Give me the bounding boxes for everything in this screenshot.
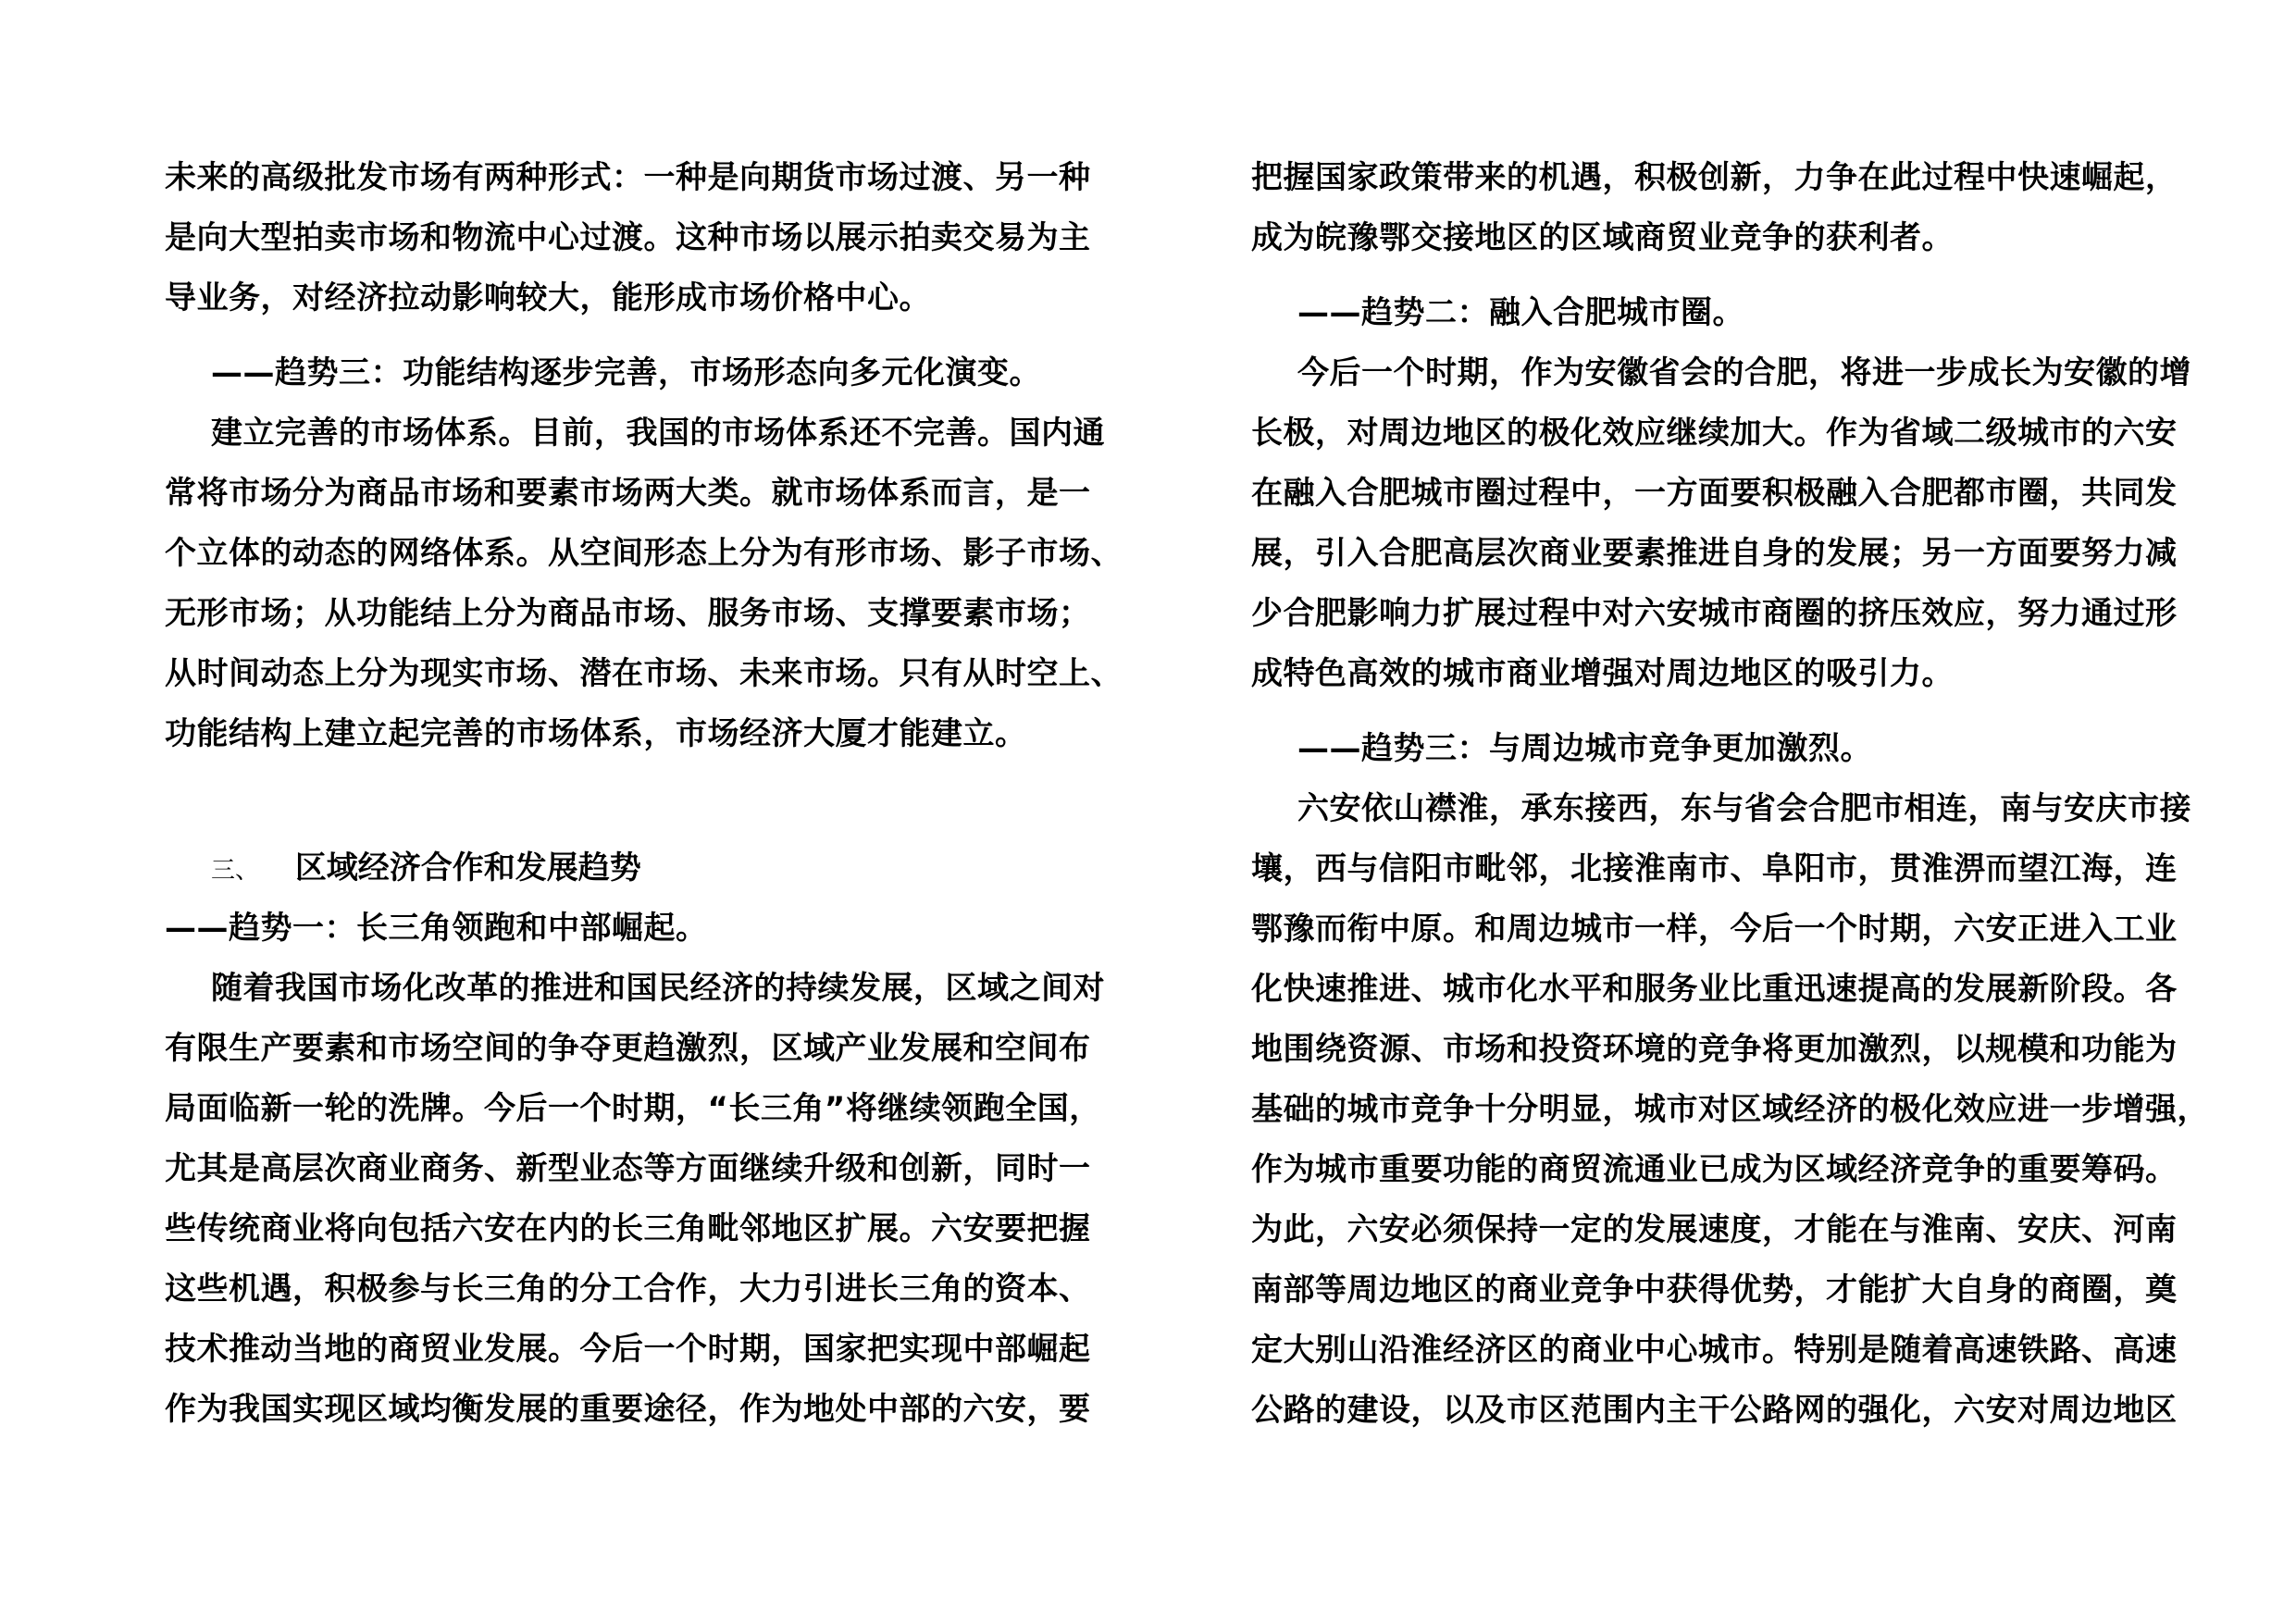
text-line: 成为皖豫鄂交接地区的区域商贸业竞争的获利者。 <box>1251 219 1954 256</box>
paragraph-market-system <box>165 403 1123 764</box>
text-line: 六安依山襟淮，承东接西，东与省会合肥市相连，南与安庆市接 <box>1297 790 2191 827</box>
text-line: 作为我国实现区域均衡发展的重要途径，作为地处中部的六安，要 <box>165 1391 1091 1428</box>
text-line: 定大别山沿淮经济区的商业中心城市。特别是随着高速铁路、高速 <box>1251 1332 2178 1369</box>
text-line: 些传统商业将向包括六安在内的长三角毗邻地区扩展。六安要把握 <box>165 1210 1091 1247</box>
text-line: 是向大型拍卖市场和物流中心过渡。这种市场以展示拍卖交易为主 <box>165 219 1091 256</box>
right-column <box>1251 148 2209 1441</box>
text-line: 从时间动态上分为现实市场、潜在市场、未来市场。只有从时空上、 <box>165 655 1123 692</box>
trend-three-heading: ——趋势三：功能结构逐步完善，市场形态向多元化演变。 <box>211 354 1041 391</box>
text-line: 壤，西与信阳市毗邻，北接淮南市、阜阳市，贯淮淠而望江海，连 <box>1251 850 2178 887</box>
text-line: 这些机遇，积极参与长三角的分工合作，大力引进长三角的资本、 <box>165 1271 1091 1308</box>
text-line: 建立完善的市场体系。目前，我国的市场体系还不完善。国内通 <box>211 415 1105 452</box>
text-line: 功能结构上建立起完善的市场体系，市场经济大厦才能建立。 <box>165 715 1027 752</box>
text-line: 常将市场分为商品市场和要素市场两大类。就市场体系而言，是一 <box>165 475 1091 512</box>
text-line: 技术推动当地的商贸业发展。今后一个时期，国家把实现中部崛起 <box>165 1331 1091 1368</box>
text-line: 基础的城市竞争十分明显，城市对区域经济的极化效应进一步增强， <box>1251 1091 2209 1128</box>
trend-two-heading: ——趋势二：融入合肥城市圈。 <box>1297 294 1744 331</box>
paragraph-wholesale-forms <box>165 148 1091 329</box>
text-line: 化快速推进、城市化水平和服务业比重迅速提高的发展新阶段。各 <box>1251 971 2178 1008</box>
text-line: 为此，六安必须保持一定的发展速度，才能在与淮南、安庆、河南 <box>1251 1211 2178 1248</box>
text-line: 个立体的动态的网络体系。从空间形态上分为有形市场、影子市场、 <box>165 535 1123 572</box>
text-line: 把握国家政策带来的机遇，积极创新，力争在此过程中快速崛起， <box>1251 159 2178 196</box>
text-line: 有限生产要素和市场空间的争夺更趋激烈，区域产业发展和空间布 <box>165 1030 1091 1067</box>
text-line: 无形市场；从功能结上分为商品市场、服务市场、支撑要素市场； <box>165 595 1091 632</box>
text-line: 未来的高级批发市场有两种形式：一种是向期货市场过渡、另一种 <box>165 159 1091 196</box>
text-line: 今后一个时期，作为安徽省会的合肥，将进一步成长为安徽的增 <box>1297 354 2191 391</box>
trend-one-heading: ——趋势一：长三角领跑和中部崛起。 <box>165 910 708 947</box>
text-line: 鄂豫而衔中原。和周边城市一样，今后一个时期，六安正进入工业 <box>1251 911 2178 948</box>
text-line: 在融入合肥城市圈过程中，一方面要积极融入合肥都市圈，共同发 <box>1251 475 2178 512</box>
text-line: 局面临新一轮的洗牌。今后一个时期，“长三角”将继续领跑全国， <box>165 1090 1101 1127</box>
text-line: 展，引入合肥高层次商业要素推进自身的发展；另一方面要努力减 <box>1251 535 2178 572</box>
text-line: 随着我国市场化改革的推进和国民经济的持续发展，区域之间对 <box>211 970 1105 1007</box>
text-line: 长极，对周边地区的极化效应继续加大。作为省域二级城市的六安 <box>1251 415 2178 452</box>
section-heading <box>165 838 1076 899</box>
left-column <box>165 148 1123 1440</box>
section-title: 区域经济合作和发展趋势 <box>294 849 641 886</box>
text-line: 南部等周边地区的商业竞争中获得优势，才能扩大自身的商圈，奠 <box>1251 1271 2178 1308</box>
text-line: 地围绕资源、市场和投资环境的竞争将更加激烈，以规模和功能为 <box>1251 1031 2178 1068</box>
paragraph-yangtze-delta <box>165 959 1105 1440</box>
text-line: 公路的建设，以及市区范围内主干公路网的强化，六安对周边地区 <box>1251 1392 2178 1429</box>
paragraph-regional-competition <box>1251 779 2209 1441</box>
text-line: 导业务，对经济拉动影响较大，能形成市场价格中心。 <box>165 279 931 316</box>
paragraph-hefei-circle <box>1251 343 2191 704</box>
text-line: 尤其是高层次商业商务、新型业态等方面继续升级和创新，同时一 <box>165 1150 1091 1187</box>
text-line: 少合肥影响力扩展过程中对六安城市商圈的挤压效应，努力通过形 <box>1251 595 2178 632</box>
trend-three-heading: ——趋势三：与周边城市竞争更加激烈。 <box>1297 730 1872 767</box>
text-line: 作为城市重要功能的商贸流通业已成为区域经济竞争的重要筹码。 <box>1251 1151 2178 1188</box>
paragraph-policy-opportunity <box>1251 148 2178 268</box>
text-line: 成特色高效的城市商业增强对周边地区的吸引力。 <box>1251 655 1954 692</box>
section-number: 三、 <box>211 857 260 885</box>
